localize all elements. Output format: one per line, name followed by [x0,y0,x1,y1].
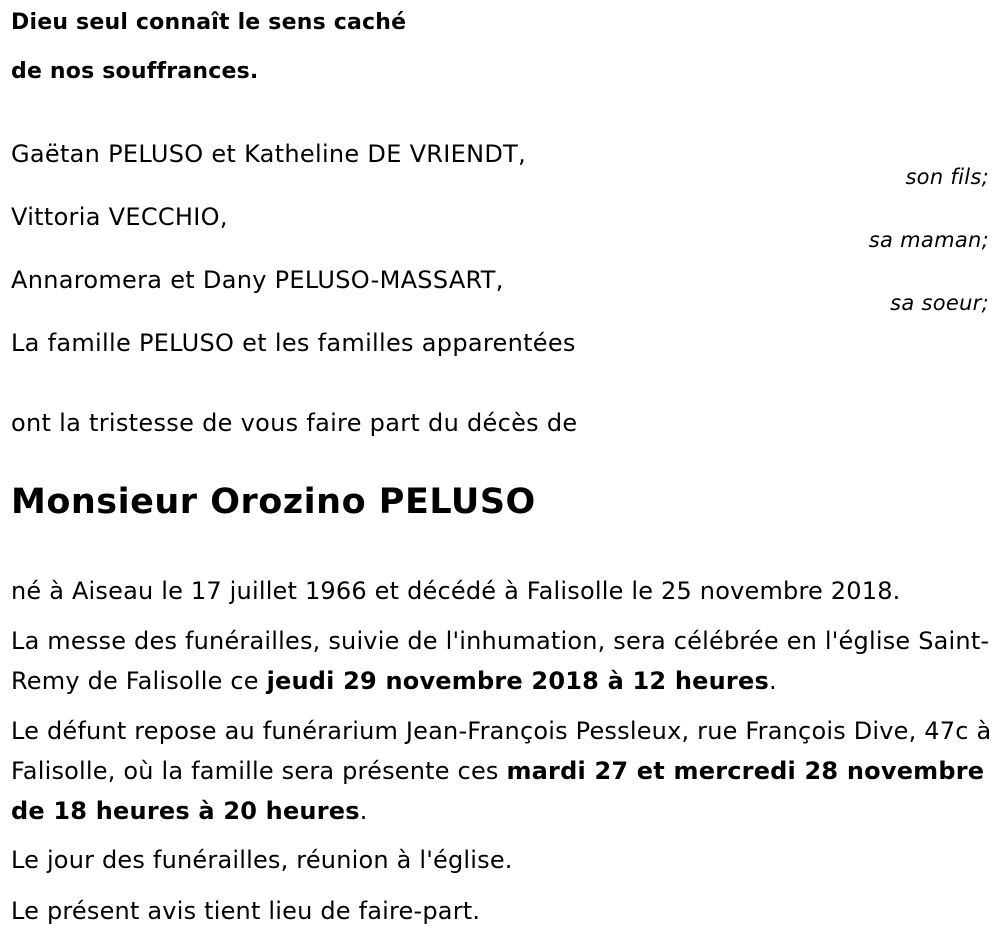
quote-line-1: Dieu seul connaît le sens caché [11,10,407,35]
deceased-name: Monsieur Orozino PELUSO [11,482,536,522]
funeral-intro: La messe des funérailles, suivie de l'inhumation, sera célébrée en l'église Saint-Remy de Falisolle ce [11,627,990,695]
birth-death-text: né à Aiseau le 17 juillet 1966 et décédé à Falisolle le 25 novembre 2018. [11,577,901,605]
funeral-date: jeudi 29 novembre 2018 à 12 heures [266,667,769,695]
notice-text: Le présent avis tient lieu de faire-part. [11,897,481,925]
family-member-name: Annaromera et Dany PELUSO-MASSART, [11,266,504,294]
family-member-name: Vittoria VECCHIO, [11,203,228,231]
visitation-end: . [359,797,368,825]
quote-line-2: de nos souffrances. [11,59,259,84]
family-member-name: Gaëtan PELUSO et Katheline DE VRIENDT, [11,140,527,168]
announcement-text: ont la tristesse de vous faire part du décès de [11,409,578,437]
funeral-end: . [768,667,777,695]
family-member-name: La famille PELUSO et les familles apparentées [11,329,576,357]
visitation-paragraph [11,711,996,831]
visitation-dates: mardi 27 et mercredi 28 novembre de 18 heures à 20 heures [11,757,985,825]
family-member-relation: son fils; [905,165,989,189]
family-member-relation: sa soeur; [890,291,989,315]
visitation-intro: Le défunt repose au funérarium Jean-François Pessleux, rue François Dive, 47c à Falisolle, où la famille sera présente ces [11,717,992,785]
family-member-relation: sa maman; [868,228,989,252]
meeting-text: Le jour des funérailles, réunion à l'église. [11,846,513,874]
funeral-paragraph [11,621,996,701]
